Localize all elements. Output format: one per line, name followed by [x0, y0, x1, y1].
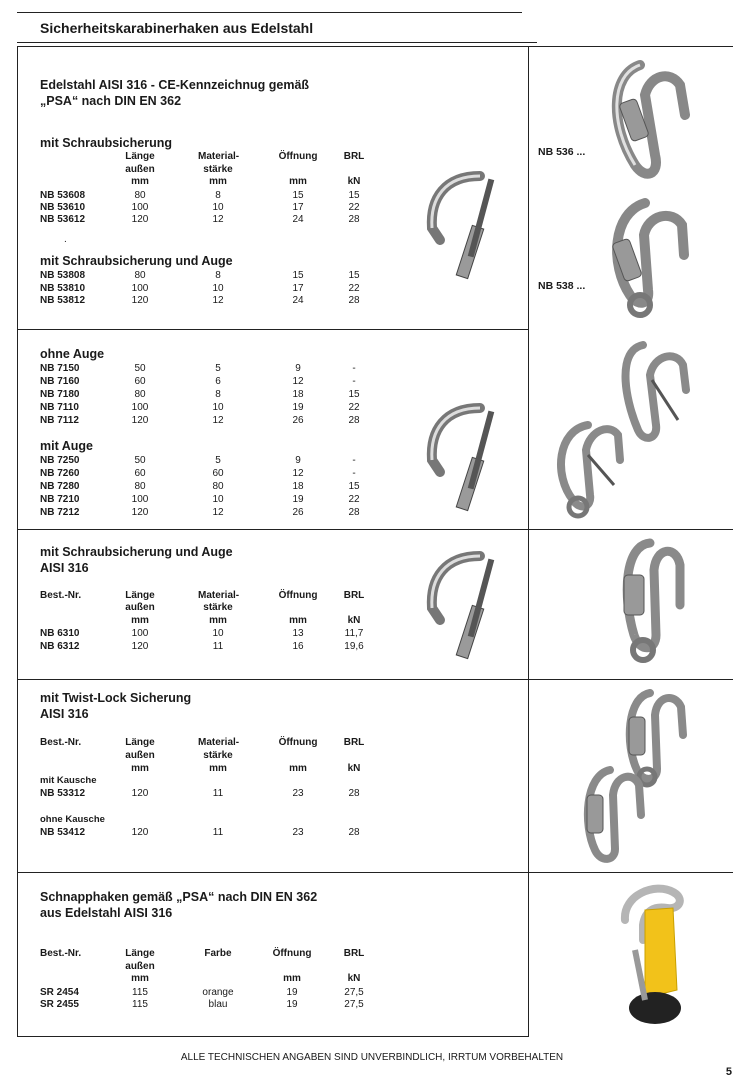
stray-dot: . — [64, 234, 67, 245]
brl-value: 11,7 — [344, 628, 364, 639]
material-value: 10 — [212, 283, 224, 294]
material-value: 11 — [212, 827, 224, 838]
table-row — [40, 493, 380, 506]
material-value: 8 — [215, 389, 221, 400]
length-value: 60 — [134, 468, 146, 479]
section1-subheading-2: mit Schraubsicherung und Auge — [40, 254, 233, 268]
header-unit-mm: mm — [289, 176, 307, 187]
table-row — [40, 294, 380, 307]
header-laenge: Länge — [125, 737, 155, 748]
header-staerke: stärke — [203, 602, 233, 613]
carabiners-nb-7100-7200-image — [548, 335, 698, 525]
header-brl: BRL — [343, 151, 365, 162]
brl-value: - — [352, 376, 356, 387]
brl-value: 22 — [348, 494, 360, 505]
header-oeffnung: Öffnung — [272, 948, 312, 959]
article-number: NB 53810 — [40, 283, 86, 294]
length-value: 100 — [131, 628, 149, 639]
screwgate-closeup-image — [420, 168, 500, 280]
opening-value: 23 — [292, 827, 304, 838]
length-value: 80 — [134, 389, 146, 400]
label-nb-538: NB 538 ... — [538, 280, 586, 292]
header-unit-kn: kN — [347, 615, 361, 626]
length-value: 100 — [131, 402, 149, 413]
subgroup-mit-kausche: mit Kausche — [40, 775, 97, 786]
header-brl: BRL — [343, 737, 365, 748]
opening-value: 16 — [292, 641, 304, 652]
opening-value: 19 — [286, 999, 298, 1010]
length-value: 80 — [134, 270, 146, 281]
header-unit-kn: kN — [347, 176, 361, 187]
section1-header-row3 — [40, 176, 380, 189]
opening-value: 12 — [292, 376, 304, 387]
opening-value: 18 — [292, 389, 304, 400]
brl-value: - — [352, 455, 356, 466]
header-material: Material- — [198, 151, 240, 162]
title-underline — [17, 42, 537, 43]
table-row — [40, 388, 380, 401]
article-number: NB 6310 — [40, 628, 80, 639]
length-value: 100 — [131, 283, 149, 294]
header-unit-mm: mm — [131, 763, 149, 774]
brl-value: - — [352, 363, 356, 374]
material-value: 11 — [212, 788, 224, 799]
article-number: NB 53812 — [40, 295, 86, 306]
material-value: 10 — [212, 202, 224, 213]
length-value: 120 — [131, 641, 149, 652]
table-row — [40, 506, 380, 519]
article-number: NB 53610 — [40, 202, 86, 213]
length-value: 50 — [134, 455, 146, 466]
article-number: SR 2455 — [40, 999, 79, 1010]
section3-header-row2 — [40, 602, 380, 615]
material-value: 10 — [212, 628, 224, 639]
brl-value: 28 — [348, 788, 360, 799]
section1-header-row1 — [40, 151, 380, 164]
article-number: NB 53612 — [40, 214, 86, 225]
brl-value: 15 — [348, 270, 360, 281]
table-top-border — [17, 46, 733, 47]
table-left-border — [17, 46, 18, 1037]
header-unit-mm: mm — [289, 763, 307, 774]
table-row — [40, 269, 380, 282]
brl-value: 27,5 — [344, 999, 364, 1010]
article-number: NB 7212 — [40, 507, 80, 518]
carabiner-nb-6300-image — [610, 535, 690, 670]
color-value: blau — [208, 999, 228, 1010]
section2-subheading-1: ohne Auge — [40, 347, 105, 361]
header-farbe: Farbe — [204, 948, 232, 959]
opening-value: 17 — [292, 202, 304, 213]
carabiner-nb-538-image — [600, 195, 695, 325]
header-unit-mm: mm — [131, 176, 149, 187]
subgroup-ohne-kausche: ohne Kausche — [40, 814, 105, 825]
header-laenge: Länge — [125, 151, 155, 162]
opening-value: 26 — [292, 415, 304, 426]
length-value: 120 — [131, 214, 149, 225]
article-number: NB 7112 — [40, 415, 79, 426]
opening-value: 24 — [292, 214, 304, 225]
brl-value: 28 — [348, 295, 360, 306]
table-row — [40, 480, 380, 493]
material-value: 8 — [215, 190, 221, 201]
section1-subheading-1: mit Schraubsicherung — [40, 136, 172, 150]
brl-value: - — [352, 468, 356, 479]
material-value: 80 — [212, 481, 224, 492]
opening-value: 18 — [292, 481, 304, 492]
header-unit-mm: mm — [209, 763, 227, 774]
header-staerke: stärke — [203, 164, 233, 175]
material-value: 12 — [212, 507, 224, 518]
section5-title-line2: aus Edelstahl AISI 316 — [40, 906, 173, 920]
opening-value: 26 — [292, 507, 304, 518]
article-number: NB 6312 — [40, 641, 80, 652]
brl-value: 22 — [348, 402, 360, 413]
length-value: 120 — [131, 415, 149, 426]
article-number: NB 7260 — [40, 468, 80, 479]
section3-title-line2: AISI 316 — [40, 561, 89, 575]
opening-value: 23 — [292, 788, 304, 799]
material-value: 8 — [215, 270, 221, 281]
table-row — [40, 826, 380, 839]
material-value: 60 — [212, 468, 224, 479]
header-aussen: außen — [125, 602, 155, 613]
brl-value: 15 — [348, 190, 360, 201]
article-number: NB 53412 — [40, 827, 86, 838]
header-material: Material- — [198, 590, 240, 601]
brl-value: 28 — [348, 214, 360, 225]
header-unit-kn: kN — [347, 973, 361, 984]
material-value: 10 — [212, 494, 224, 505]
table-row — [40, 627, 380, 640]
article-number: NB 53808 — [40, 270, 86, 281]
header-unit-mm: mm — [289, 615, 307, 626]
length-value: 50 — [134, 363, 146, 374]
section5-title-line1: Schnapphaken gemäß „PSA“ nach DIN EN 362 — [40, 890, 318, 904]
header-brl: BRL — [343, 948, 365, 959]
carabiner-nb-536-image — [600, 55, 695, 185]
table-row — [40, 401, 380, 414]
twist-lock-carabiners-image — [575, 685, 695, 865]
opening-value: 19 — [292, 494, 304, 505]
length-value: 115 — [132, 999, 148, 1010]
section-divider-4 — [17, 872, 733, 873]
section4-title-line2: AISI 316 — [40, 707, 89, 721]
brl-value: 22 — [348, 283, 360, 294]
table-row — [40, 375, 380, 388]
opening-value: 9 — [295, 455, 301, 466]
table-column-divider — [528, 46, 529, 1037]
header-material: Material- — [198, 737, 240, 748]
opening-value: 24 — [292, 295, 304, 306]
header-unit-mm: mm — [209, 615, 227, 626]
header-oeffnung: Öffnung — [278, 590, 318, 601]
section4-header-row2 — [40, 750, 380, 763]
opening-value: 19 — [286, 987, 298, 998]
section5-header-row1 — [40, 948, 380, 961]
wiregate-closeup-image — [420, 400, 500, 512]
material-value: 12 — [212, 295, 224, 306]
header-aussen: außen — [125, 750, 155, 761]
article-number: NB 7280 — [40, 481, 80, 492]
opening-value: 17 — [292, 283, 304, 294]
brl-value: 28 — [348, 827, 360, 838]
section1-title-line1: Edelstahl AISI 316 - CE-Kennzeichnug gemäß — [40, 78, 310, 92]
material-value: 5 — [215, 363, 221, 374]
header-aussen: außen — [125, 164, 155, 175]
article-number: SR 2454 — [40, 987, 79, 998]
opening-value: 13 — [292, 628, 304, 639]
table-row — [40, 454, 380, 467]
article-number: NB 7250 — [40, 455, 80, 466]
article-number: NB 53312 — [40, 788, 86, 799]
page-title: Sicherheitskarabinerhaken aus Edelstahl — [40, 20, 314, 36]
header-laenge: Länge — [125, 948, 155, 959]
length-value: 100 — [131, 494, 149, 505]
opening-value: 19 — [292, 402, 304, 413]
section3-title-line1: mit Schraubsicherung und Auge — [40, 545, 233, 559]
brl-value: 15 — [348, 481, 360, 492]
length-value: 100 — [131, 202, 149, 213]
material-value: 12 — [212, 415, 224, 426]
header-laenge: Länge — [125, 590, 155, 601]
screwgate-closeup-image — [420, 548, 500, 660]
opening-value: 9 — [295, 363, 301, 374]
table-row — [40, 640, 380, 653]
snap-hook-image — [605, 880, 695, 1030]
brl-value: 27,5 — [344, 987, 364, 998]
table-row — [40, 998, 380, 1011]
opening-value: 12 — [292, 468, 304, 479]
table-row — [40, 467, 380, 480]
top-rule — [17, 12, 522, 13]
article-number: NB 7160 — [40, 376, 80, 387]
length-value: 80 — [134, 481, 146, 492]
disclaimer-footer: ALLE TECHNISCHEN ANGABEN SIND UNVERBINDLICH, IRRTUM VORBEHALTEN — [180, 1052, 564, 1063]
article-number: NB 7180 — [40, 389, 80, 400]
brl-value: 28 — [348, 415, 360, 426]
material-value: 5 — [215, 455, 221, 466]
header-unit-mm: mm — [131, 973, 149, 984]
header-unit-mm: mm — [283, 973, 301, 984]
length-value: 120 — [131, 507, 149, 518]
section-divider-2 — [17, 529, 733, 530]
header-best-nr: Best.-Nr. — [40, 590, 82, 601]
page-number: 5 — [725, 1066, 732, 1078]
header-oeffnung: Öffnung — [278, 737, 318, 748]
material-value: 10 — [212, 402, 224, 413]
header-unit-kn: kN — [347, 763, 361, 774]
article-number: NB 53608 — [40, 190, 86, 201]
header-oeffnung: Öffnung — [278, 151, 318, 162]
opening-value: 15 — [292, 270, 304, 281]
brl-value: 28 — [348, 507, 360, 518]
brl-value: 19,6 — [344, 641, 364, 652]
header-unit-mm: mm — [209, 176, 227, 187]
length-value: 80 — [134, 190, 146, 201]
length-value: 115 — [132, 987, 148, 998]
section1-title-line2: „PSA“ nach DIN EN 362 — [40, 94, 182, 108]
section5-header-row3 — [40, 973, 380, 986]
length-value: 120 — [131, 295, 149, 306]
length-value: 120 — [131, 827, 149, 838]
section-divider-1 — [17, 329, 528, 330]
header-staerke: stärke — [203, 750, 233, 761]
label-nb-536: NB 536 ... — [538, 146, 586, 158]
header-brl: BRL — [343, 590, 365, 601]
table-row — [40, 787, 380, 800]
header-best-nr: Best.-Nr. — [40, 737, 82, 748]
article-number: NB 7210 — [40, 494, 80, 505]
header-unit-mm: mm — [131, 615, 149, 626]
section-divider-3 — [17, 679, 733, 680]
brl-value: 15 — [348, 389, 360, 400]
table-row — [40, 213, 380, 226]
brl-value: 22 — [348, 202, 360, 213]
header-aussen: außen — [125, 961, 155, 972]
article-number: NB 7150 — [40, 363, 80, 374]
header-best-nr: Best.-Nr. — [40, 948, 82, 959]
article-number: NB 7110 — [40, 402, 79, 413]
material-value: 6 — [215, 376, 221, 387]
table-row — [40, 414, 380, 427]
material-value: 12 — [212, 214, 224, 225]
length-value: 120 — [131, 788, 149, 799]
section4-title-line1: mit Twist-Lock Sicherung — [40, 691, 192, 705]
opening-value: 15 — [292, 190, 304, 201]
section2-subheading-2: mit Auge — [40, 439, 94, 453]
section4-header-row1 — [40, 737, 380, 750]
color-value: orange — [202, 987, 234, 998]
length-value: 60 — [134, 376, 146, 387]
table-bottom-border — [17, 1036, 528, 1037]
table-row — [40, 362, 380, 375]
material-value: 11 — [212, 641, 224, 652]
